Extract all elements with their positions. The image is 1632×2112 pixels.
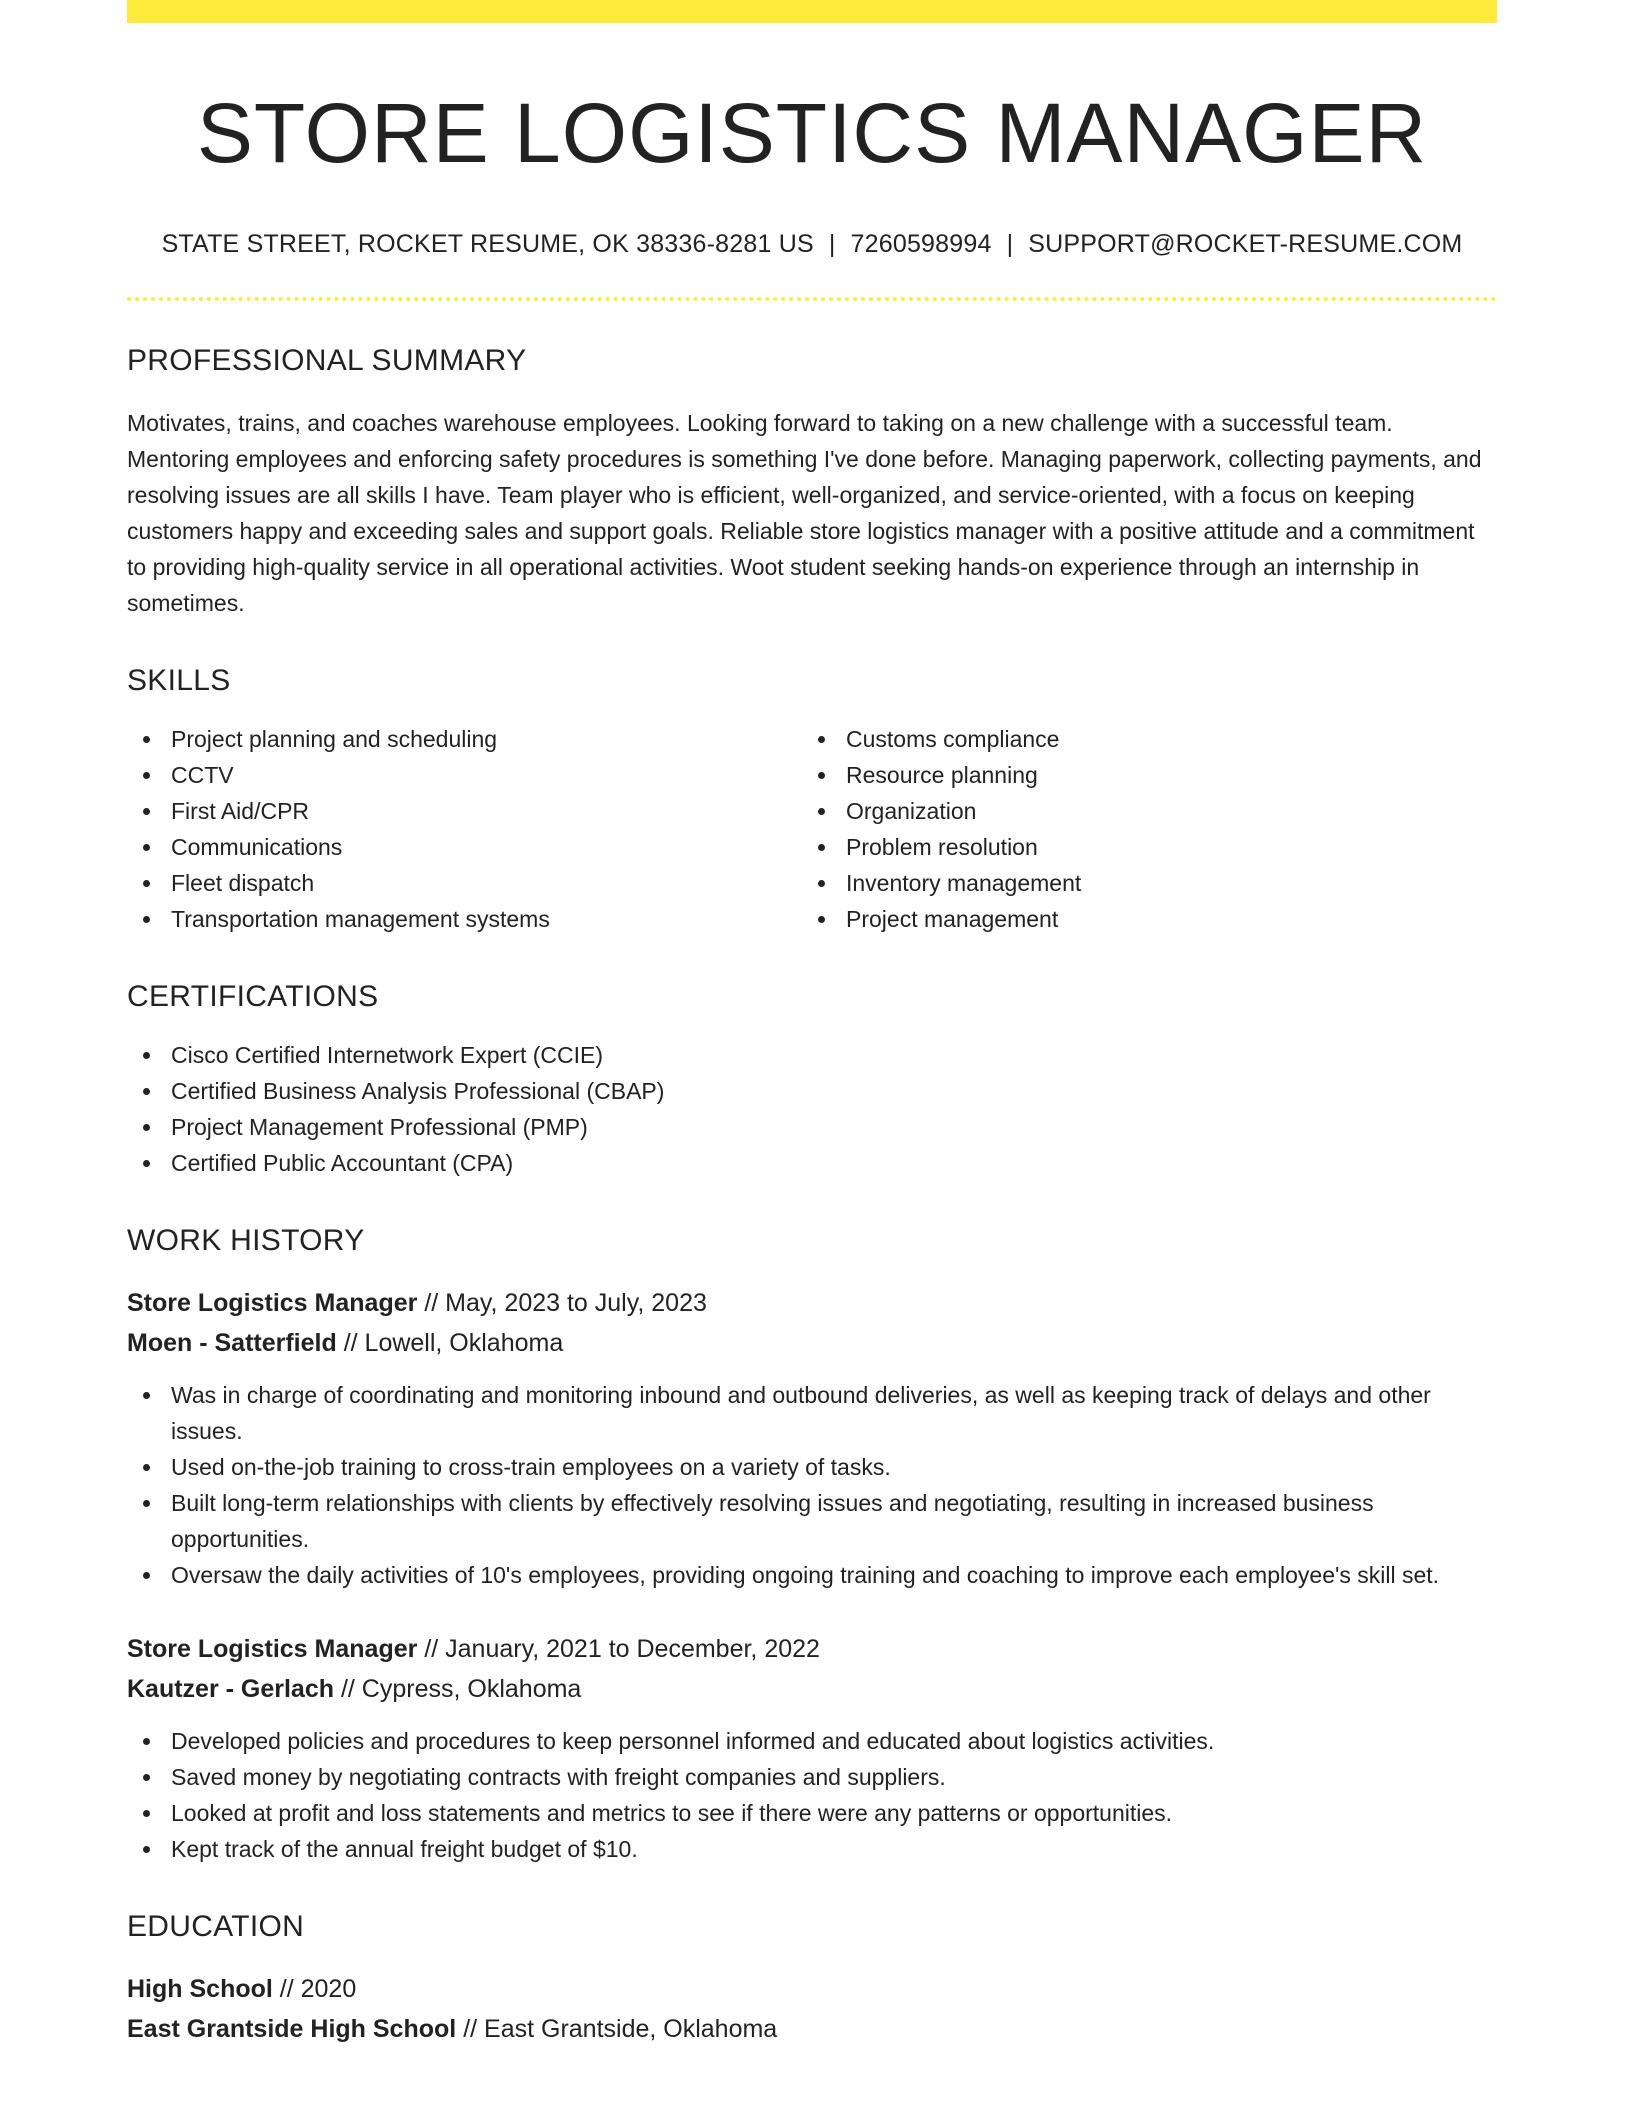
education-school: East Grantside High School: [127, 2015, 457, 2044]
job-role-line: [127, 1629, 1497, 1669]
skill-item: Inventory management: [802, 865, 1477, 901]
skill-item: Transportation management systems: [127, 901, 802, 937]
job-bullet: Saved money by negotiating contracts with freight companies and suppliers.: [127, 1759, 1497, 1795]
education-heading: EDUCATION: [127, 1910, 305, 1944]
job-bullet: Developed policies and procedures to keep personnel informed and educated about logistics activities.: [127, 1723, 1497, 1759]
certifications-list: [127, 1037, 1497, 1181]
skills-list-left: [127, 721, 802, 937]
summary-text: Motivates, trains, and coaches warehouse employees. Looking forward to taking on a new challenge with a successful team. Mentoring employees and enforcing safety procedures is something I've done before. Managing paperwork, collecting payments, and resolving issues are all skills I have. Team player who is efficient, well-organized, and service-oriented, with a focus on keeping customers happy and exceeding sales and support goals. Reliable store logistics manager with a positive attitude and a commitment to providing high-quality service in all operational activities. Woot student seeking hands-on experience through an internship in sometimes.: [127, 410, 1482, 617]
contact-address: STATE STREET, ROCKET RESUME, OK 38336-8281 US: [161, 229, 814, 258]
certifications-section: [127, 979, 1497, 1181]
job-dates: // January, 2021 to December, 2022: [424, 1635, 820, 1664]
job-bullet: Used on-the-job training to cross-train employees on a variety of tasks.: [127, 1449, 1497, 1485]
education-entry: [127, 1969, 1497, 2049]
skills-grid: [127, 721, 1497, 937]
dotted-divider: [127, 297, 1497, 301]
contact-phone: 7260598994: [850, 229, 992, 258]
education-year: // 2020: [279, 1975, 357, 2004]
skill-item: Communications: [127, 829, 802, 865]
resume-title: STORE LOGISTICS MANAGER: [196, 86, 1428, 180]
certifications-heading: CERTIFICATIONS: [127, 980, 379, 1014]
job-bullet: Looked at profit and loss statements and metrics to see if there were any patterns or opportunities.: [127, 1795, 1497, 1831]
job-role: Store Logistics Manager: [127, 1289, 418, 1318]
job-entry: [127, 1629, 1497, 1867]
job-company-line: [127, 1669, 1497, 1709]
top-accent-bar: [127, 0, 1497, 23]
contact-line: [127, 228, 1497, 261]
skills-section: [127, 663, 1497, 937]
certification-item: Certified Public Accountant (CPA): [127, 1145, 1497, 1181]
job-dates: // May, 2023 to July, 2023: [424, 1289, 707, 1318]
job-bullet: Kept track of the annual freight budget of $10.: [127, 1831, 1497, 1867]
job-bullet: Was in charge of coordinating and monitoring inbound and outbound deliveries, as well as keeping track of delays and other issues.: [127, 1377, 1497, 1449]
certification-item: Cisco Certified Internetwork Expert (CCIE): [127, 1037, 1497, 1073]
skills-list-right: [802, 721, 1477, 937]
certification-item: Project Management Professional (PMP): [127, 1109, 1497, 1145]
contact-email: SUPPORT@ROCKET-RESUME.COM: [1028, 229, 1463, 258]
education-degree-line: [127, 1969, 1497, 2009]
contact-separator: |: [1006, 229, 1014, 258]
education-school-line: [127, 2009, 1497, 2049]
work-history-section: [127, 1223, 1497, 1867]
skill-item: Resource planning: [802, 757, 1477, 793]
education-location: // East Grantside, Oklahoma: [463, 2015, 778, 2044]
summary-section: [127, 343, 1497, 621]
education-degree: High School: [127, 1975, 273, 2004]
job-bullet: Built long-term relationships with clients by effectively resolving issues and negotiating, resulting in increased business opportunities.: [127, 1485, 1497, 1557]
work-history-heading: WORK HISTORY: [127, 1224, 365, 1258]
job-company-line: [127, 1323, 1497, 1363]
resume-page: [127, 0, 1497, 2049]
skill-item: Project management: [802, 901, 1477, 937]
job-company: Moen - Satterfield: [127, 1329, 337, 1358]
job-role-line: [127, 1283, 1497, 1323]
skills-heading: SKILLS: [127, 664, 231, 698]
certification-item: Certified Business Analysis Professional (CBAP): [127, 1073, 1497, 1109]
job-bullet: Oversaw the daily activities of 10's employees, providing ongoing training and coaching to improve each employee's skill set.: [127, 1557, 1497, 1593]
job-bullets: [127, 1723, 1497, 1867]
job-bullets: [127, 1377, 1497, 1593]
skill-item: Organization: [802, 793, 1477, 829]
education-section: [127, 1909, 1497, 2049]
job-role: Store Logistics Manager: [127, 1635, 418, 1664]
skill-item: Problem resolution: [802, 829, 1477, 865]
job-company: Kautzer - Gerlach: [127, 1675, 335, 1704]
job-location: // Cypress, Oklahoma: [340, 1675, 582, 1704]
summary-heading: PROFESSIONAL SUMMARY: [127, 344, 527, 378]
skill-item: Fleet dispatch: [127, 865, 802, 901]
skill-item: Project planning and scheduling: [127, 721, 802, 757]
job-entry: [127, 1283, 1497, 1593]
job-location: // Lowell, Oklahoma: [343, 1329, 564, 1358]
contact-separator: |: [828, 229, 836, 258]
skill-item: CCTV: [127, 757, 802, 793]
skill-item: First Aid/CPR: [127, 793, 802, 829]
skill-item: Customs compliance: [802, 721, 1477, 757]
